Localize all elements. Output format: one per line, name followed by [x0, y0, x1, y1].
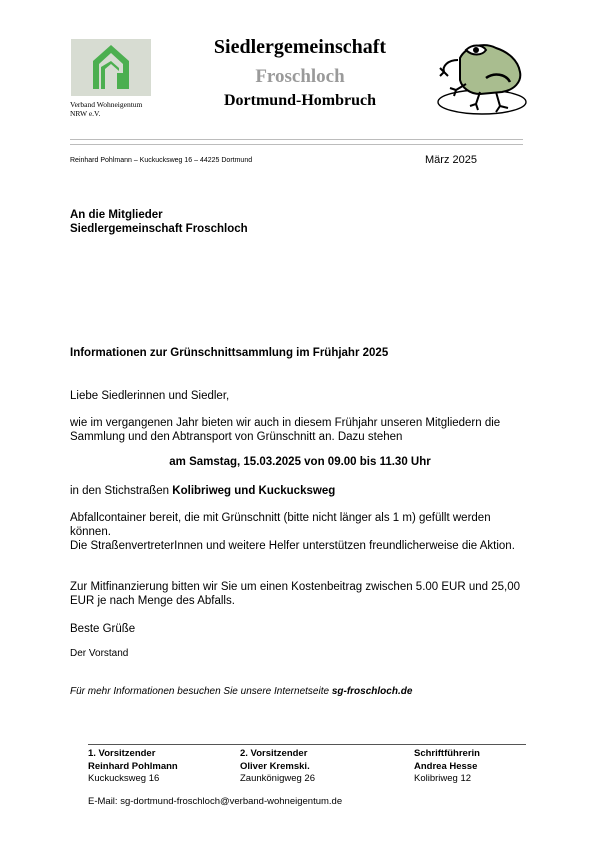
- org-location: Dortmund-Hombruch: [223, 92, 376, 109]
- vice-chair-role: 2. Vorsitzender: [240, 748, 308, 759]
- chair-role: 1. Vorsitzender: [88, 748, 156, 759]
- verband-logo: [71, 39, 151, 96]
- footer-email[interactable]: E-Mail: sg-dortmund-froschloch@verband-wohneigentum.de: [88, 796, 343, 807]
- footer-col-vice-chair: [240, 748, 315, 786]
- secretary-street: Kolibriweg 12: [414, 773, 472, 784]
- location-prefix: in den Stichstraßen: [70, 485, 170, 497]
- footer-col-secretary: [414, 748, 480, 786]
- chair-name: Reinhard Pohlmann: [88, 760, 178, 772]
- verband-caption-line1: Verband Wohneigentum: [70, 100, 143, 109]
- vice-chair-name: Oliver Kremski.: [240, 760, 310, 772]
- letter-subject: Informationen zur Grünschnittsammlung im Frühjahr 2025: [70, 347, 389, 359]
- cost-paragraph: Zur Mitfinanzierung bitten wir Sie um einen Kostenbeitrag zwischen 5.00 EUR und 25,00 EUR je nach Menge des Abfalls.: [70, 581, 521, 607]
- recipient-line1: An die Mitglieder: [70, 209, 163, 221]
- verband-caption: [70, 100, 142, 118]
- letter-date: März 2025: [425, 154, 477, 166]
- intro-paragraph: wie im vergangenen Jahr bieten wir auch in diesem Frühjahr unseren Mitgliedern die Sammlung und den Abtransport von Grünschnitt an. Dazu stehen: [70, 417, 501, 443]
- header-divider-top: [70, 139, 523, 140]
- containers-paragraph: Abfallcontainer bereit, die mit Grünschnitt (bitte nicht länger als 1 m) gefüllt werden können.: [70, 512, 491, 538]
- secretary-role: Schriftführerin: [414, 748, 480, 759]
- closing: Beste Grüße: [70, 623, 136, 635]
- verband-caption-line2: NRW e.V.: [70, 109, 101, 118]
- salutation: Liebe Siedlerinnen und Siedler,: [70, 390, 230, 402]
- location-streets: Kolibriweg und Kuckucksweg: [172, 485, 336, 497]
- recipient-block: [70, 208, 248, 236]
- chair-street: Kuckucksweg 16: [88, 773, 160, 784]
- header-divider-bottom: [70, 144, 523, 145]
- house-logo-icon: [71, 39, 151, 96]
- event-date: am Samstag, 15.03.2025 von 09.00 bis 11.30 Uhr: [169, 456, 431, 468]
- location-line: [70, 484, 530, 498]
- more-info-line: [70, 686, 412, 697]
- frog-icon: [436, 38, 528, 118]
- secretary-name: Andrea Hesse: [414, 760, 478, 772]
- frog-logo: [436, 38, 528, 118]
- org-title: Siedlergemeinschaft: [213, 36, 387, 58]
- more-info-prefix: Für mehr Informationen besuchen Sie unsere Internetseite: [70, 686, 330, 697]
- website-link[interactable]: sg-froschloch.de: [331, 686, 413, 697]
- footer-divider: [88, 744, 526, 745]
- signature: Der Vorstand: [70, 648, 129, 659]
- recipient-line2: Siedlergemeinschaft Froschloch: [70, 223, 248, 235]
- vice-chair-street: Zaunkönigweg 26: [240, 773, 315, 784]
- sender-line: Reinhard Pohlmann – Kuckucksweg 16 – 44225 Dortmund: [70, 157, 253, 164]
- footer-col-chair: [88, 748, 178, 786]
- org-subtitle: Froschloch: [255, 66, 345, 87]
- helpers-paragraph: Die StraßenvertreterInnen und weitere Helfer unterstützen freundlicherweise die Aktion.: [70, 540, 515, 552]
